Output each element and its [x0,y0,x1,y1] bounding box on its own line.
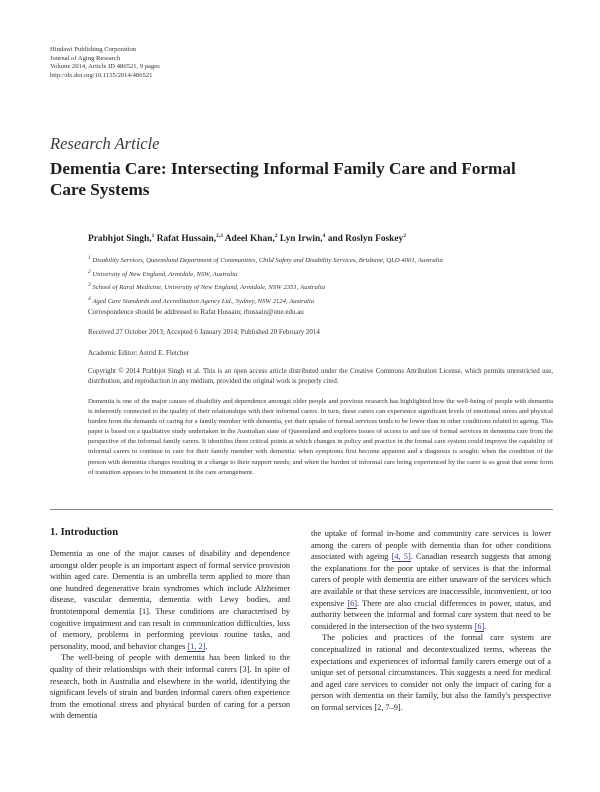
citation-link[interactable]: [1, 2] [187,641,206,651]
citation-link[interactable]: [6] [347,598,357,608]
author-affil-sup: 1 [151,233,155,239]
author[interactable]: and Roslyn Foskey [327,234,404,245]
affiliation [88,294,443,308]
paragraph-text: . [484,621,487,631]
paragraph [50,548,290,652]
body-column-left [50,548,290,722]
author[interactable]: Rafat Hussain, [156,234,217,245]
journal-header [50,46,160,80]
paragraph-text: . Canadian research suggests that among the explanations for the poor uptake of services is that the informal carers of people with dementia are either unaware of the services which are available or that these services are inaccessible, inconvenient, or too expensive [311,552,551,608]
citation-link[interactable]: [4, 5] [391,552,411,562]
author[interactable]: Adeel Khan, [224,234,275,245]
body-column-right [311,528,551,714]
section-divider [50,509,553,510]
paragraph-text: the uptake of formal in-home and community care services is lower among the carers of people with dementia than for other conditions associated with ageing [311,529,551,562]
paragraph-text: . [205,641,208,651]
affiliation [88,280,443,294]
author[interactable]: Prabhjot Singh, [88,234,152,245]
affiliation-text: Aged Care Standards and Accreditation Agency Ltd., Sydney, NSW 2124, Australia [92,297,315,305]
paragraph: The policies and practices of the formal care system are conceptualized in rational and decontextualized terms, whereas the expectations and experiences of informal family carers emerge out of a unique set of personal circumstances. This suggests a need for medical and aged care services to consider not only the impact of caring for a person with dementia on their family, but also the family's perspective on formal services [2, 7–9]. [311,633,551,712]
article-type: Research Article [50,134,160,153]
author-list [88,233,406,244]
author-affil-sup: 4 [322,233,326,239]
author-affil-sup: 2 [274,233,278,239]
correspondence: Correspondence should be addressed to Rafat Hussain; rhussain@une.edu.au [88,308,304,316]
copyright-notice: Copyright © 2014 Prabhjot Singh et al. This is an open access article distributed under the Creative Commons Attribution License, which permits unrestricted use, distribution, and reproduction in any medium, provided the original work is properly cited. [88,368,553,386]
affiliations [88,253,443,307]
affiliation-sup: 2 [88,268,91,275]
abstract: Dementia is one of the major causes of disability and dependence amongst older people and previous research has highlighted how the well-being of people with dementia is inherently connected to the quality of their relationships with their informal carers. In turn, these carers can experience significant levels of emotional stress and physical burden from the demands of caring for a family member with dementia, yet their uptake of formal services tends to be lower than in other conditions related to ageing. This paper is based on a qualitative study undertaken in the Australian state of Queensland and explores issues of access to and use of formal services in dementia care from the perspective of the informal family carers. It identifies three critical points at which changes in policy and practice in the formal care system could improve the capability of informal carers to continue to care for their family member with dementia: when symptoms first become apparent and a diagnosis is sought; when the condition of the person with dementia changes resulting in a change to their support needs; and when the burden of informal care being experienced by the carer is so great that some form of transition appears to be immanent in the care arrangement. [88,398,553,476]
publisher-line: Hindawi Publishing Corporation [50,46,137,53]
paragraph-text: Dementia as one of the major causes of disability and dependence amongst older people is an important aspect of formal service provision within aged care. Dementia is an umbrella term applied to more than one hundred degenerative brain syndromes which include Alzheimer disease, vascular dementia, dementia with Lewy bodies, and frontotemporal dementia [1]. These conditions are characterised by cognitive impairment and can result in communication difficulties, loss of memory, problems in performing previous routine tasks, and personality, mood, and behavior changes [50,549,290,651]
article-title: Dementia Care: Intersecting Informal Family Care and Formal Care Systems [50,159,516,199]
journal-name: Journal of Aging Research [50,54,121,62]
affiliation-sup: 4 [88,295,91,302]
author-affil-sup: 2 [403,233,406,239]
publication-dates: Received 27 October 2013; Accepted 6 January 2014; Published 20 February 2014 [88,328,320,336]
academic-editor: Academic Editor: Astrid E. Fletcher [88,349,189,357]
doi-link[interactable]: http://dx.doi.org/10.1155/2014/486521 [50,71,153,79]
affiliation-sup: 1 [88,255,91,261]
paragraph: The well-being of people with dementia has been linked to the quality of their relationships with their informal carers [3]. In spite of research, both in Australia and elsewhere in the world, identifying the significant levels of strain and burden informal carers often experience from the emotional stress and physical burden of caring for a person with dementia [50,653,290,721]
affiliation-sup: 3 [88,282,91,289]
paragraph [311,528,551,632]
section-heading: 1. Introduction [50,527,119,538]
affiliation [88,267,443,281]
citation-link[interactable]: [6] [474,621,485,631]
paragraph-text: . There are also crucial differences in power, status, and authority between the informal and formal care system that need to be considered in the intersection of the two systems [311,598,551,631]
affiliation [88,253,443,267]
author[interactable]: Lyn Irwin, [279,234,323,245]
affiliation-text: University of New England, Armidale, NSW, Australia [92,270,238,278]
volume-line: Volume 2014, Article ID 486521, 9 pages [50,63,160,71]
affiliation-text: Disability Services, Queensland Department of Communities, Child Safety and Disability Services, Brisbane, QLD 4001, Australia [92,257,443,265]
affiliation-text: School of Rural Medicine, University of New England, Armidale, NSW 2351, Australia [92,284,325,292]
author-affil-sup: 2,3 [216,233,223,239]
